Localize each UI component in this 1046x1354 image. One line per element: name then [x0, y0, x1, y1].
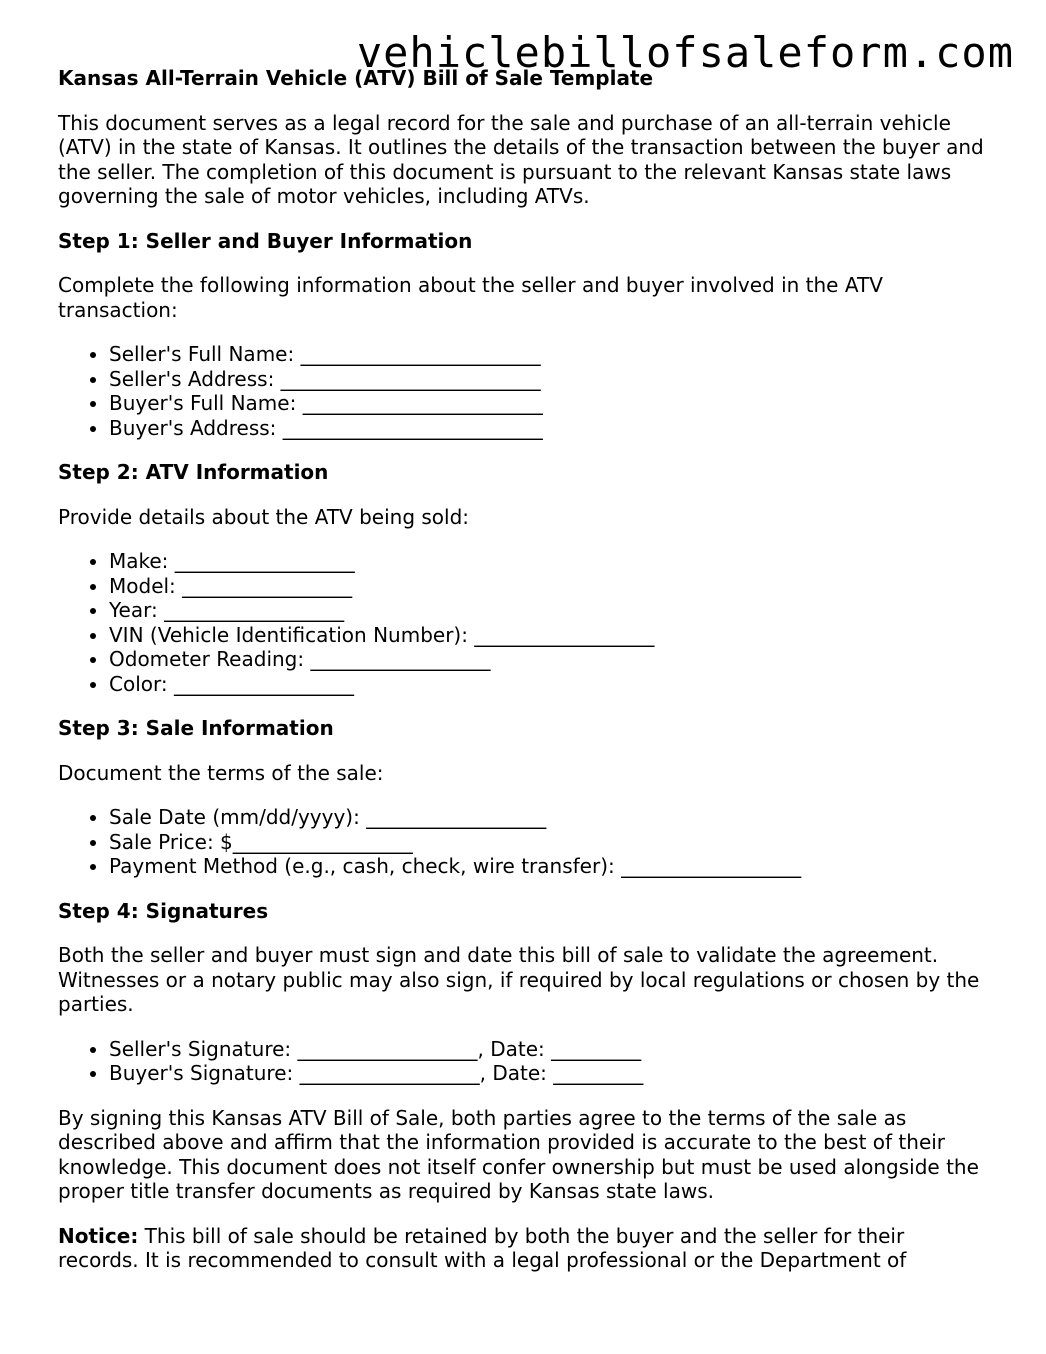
step3-heading: Step 3: Sale Information [58, 716, 334, 740]
step4-field-list [58, 1037, 988, 1086]
seller-signature-field: • Seller's Signature: __________________, Date: _________ [109, 1037, 988, 1062]
payment-method-field: • Payment Method (e.g., cash, check, wire transfer): __________________ [109, 854, 988, 879]
sale-price-field: • Sale Price: $__________________ [109, 830, 988, 855]
year-field: • Year: __________________ [109, 598, 988, 623]
step2-text: Provide details about the ATV being sold: [58, 504, 470, 529]
step4-text: Both the seller and buyer must sign and date this bill of sale to validate the agreement. Witnesses or a notary public may also sign, if required by local regulations or chosen by the parties. [58, 943, 980, 1016]
document-body [58, 66, 988, 1293]
document-title: Kansas All-Terrain Vehicle (ATV) Bill of Sale Template [58, 66, 654, 90]
notice-paragraph [58, 1224, 988, 1273]
closing-paragraph: By signing this Kansas ATV Bill of Sale, both parties agree to the terms of the sale as described above and affirm that the information provided is accurate to the best of their knowledge. This document does not itself confer ownership but must be used alongside the proper title transfer documents as required by Kansas state laws. [58, 1105, 979, 1203]
model-field: • Model: _________________ [109, 574, 988, 599]
intro-paragraph: This document serves as a legal record for the sale and purchase of an all-terrain vehicle (ATV) in the state of Kansas. It outlines the details of the transaction between the buyer and the seller. The completion of this document is pursuant to the relevant Kansas state laws governing the sale of motor vehicles, including ATVs. [58, 110, 984, 208]
sale-date-field: • Sale Date (mm/dd/yyyy): __________________ [109, 805, 988, 830]
notice-label: Notice: [58, 1223, 139, 1248]
odometer-field: • Odometer Reading: __________________ [109, 647, 988, 672]
step3-text: Document the terms of the sale: [58, 760, 384, 785]
step1-heading: Step 1: Seller and Buyer Information [58, 228, 473, 253]
step2-field-list [58, 549, 988, 696]
step1-field-list [58, 342, 988, 440]
make-field: • Make: __________________ [109, 549, 988, 574]
site-watermark: vehiclebillofsaleform.com [356, 28, 1014, 77]
seller-full-name-field: • Seller's Full Name: ________________________ [109, 342, 988, 367]
buyer-signature-field: • Buyer's Signature: __________________, Date: _________ [109, 1061, 988, 1086]
color-field: • Color: __________________ [109, 672, 988, 697]
seller-address-field: • Seller's Address: __________________________ [109, 367, 988, 392]
step2-heading: Step 2: ATV Information [58, 460, 329, 484]
step4-heading: Step 4: Signatures [58, 898, 269, 923]
buyer-full-name-field: • Buyer's Full Name: ________________________ [109, 391, 988, 416]
notice-text: This bill of sale should be retained by both the buyer and the seller for their records. It is recommended to consult with a legal professional or the Department of [58, 1223, 907, 1272]
step1-text: Complete the following information about the seller and buyer involved in the ATV transaction: [58, 273, 883, 322]
step3-field-list [58, 805, 988, 879]
buyer-address-field: • Buyer's Address: __________________________ [109, 416, 988, 441]
vin-field: • VIN (Vehicle Identification Number): __________________ [109, 623, 988, 648]
